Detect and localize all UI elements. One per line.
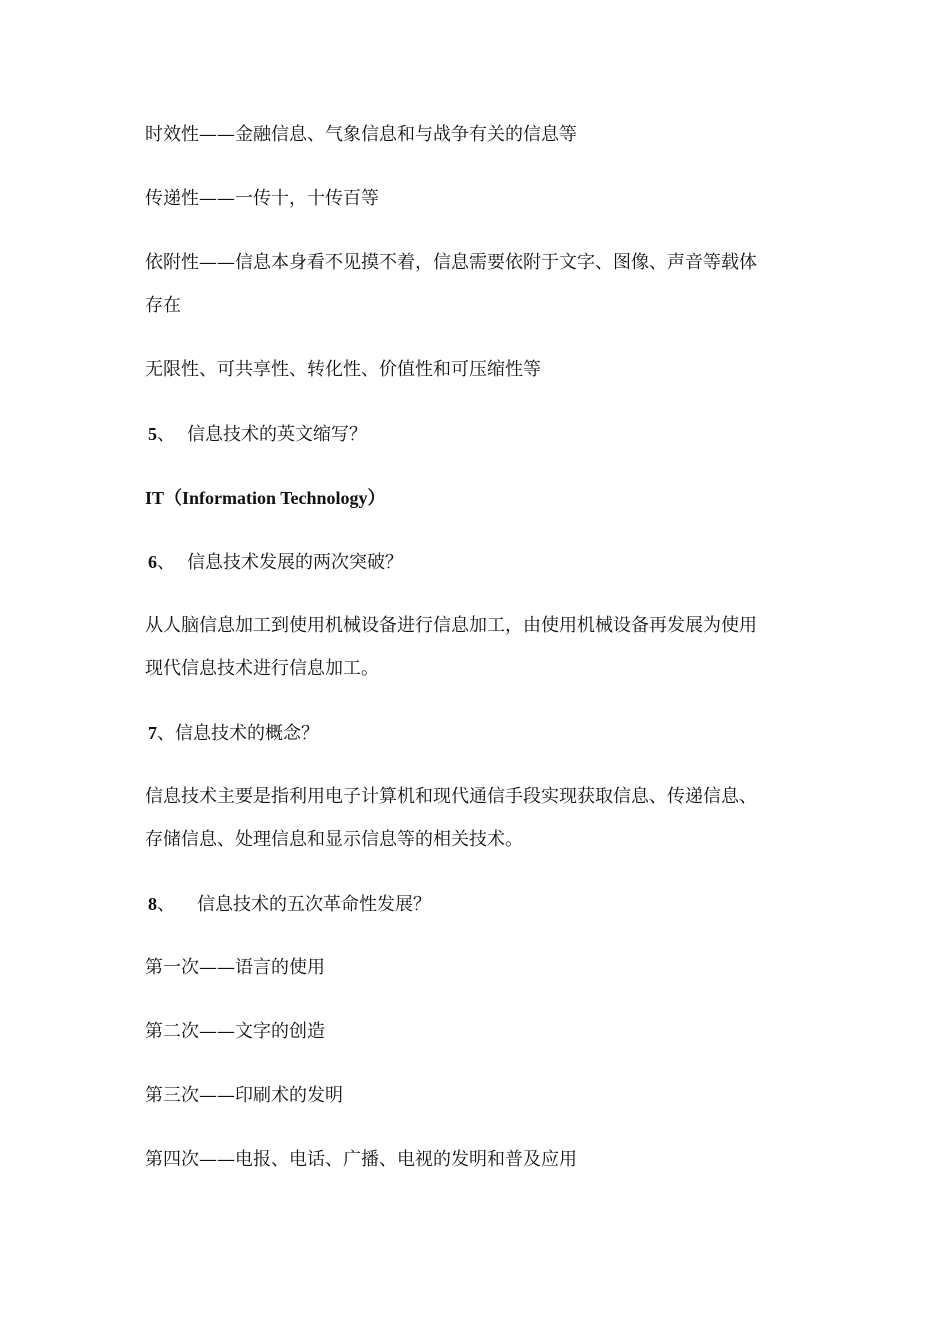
question-6: [148, 550, 403, 575]
question-6-separator: 、: [157, 552, 175, 573]
question-5: [148, 422, 367, 447]
question-8-text: 信息技术的五次革命性发展？: [197, 894, 431, 915]
dependency-line-2: 存在: [145, 295, 181, 316]
revolution-2: 第二次——文字的创造: [145, 1021, 325, 1042]
dependency-line-1: 依附性——信息本身看不见摸不着，信息需要依附于文字、图像、声音等载体: [145, 252, 757, 273]
answer-5-paren-close: ）: [367, 488, 386, 508]
answer-5-full: Information Technology: [182, 488, 368, 508]
transmissibility-line: 传递性——一传十，十传百等: [145, 188, 379, 209]
question-8-separator: 、: [157, 894, 175, 915]
timeliness-line: 时效性——金融信息、气象信息和与战争有关的信息等: [145, 124, 577, 145]
question-5-text: 信息技术的英文缩写？: [187, 424, 367, 445]
revolution-1: 第一次——语言的使用: [145, 957, 325, 978]
question-8: [148, 892, 431, 917]
answer-6-line-2: 现代信息技术进行信息加工。: [145, 658, 379, 679]
question-8-number: 8: [148, 894, 157, 914]
answer-6-line-1: 从人脑信息加工到使用机械设备进行信息加工，由使用机械设备再发展为使用: [145, 615, 757, 636]
answer-5-abbrev: IT: [145, 488, 165, 508]
question-6-text: 信息技术发展的两次突破？: [187, 552, 403, 573]
other-properties-line: 无限性、可共享性、转化性、价值性和可压缩性等: [145, 359, 541, 380]
question-7: [148, 721, 319, 746]
answer-7-line-1: 信息技术主要是指利用电子计算机和现代通信手段实现获取信息、传递信息、: [145, 786, 757, 807]
answer-5: [145, 486, 386, 510]
question-5-number: 5: [148, 424, 157, 444]
question-7-text: 、信息技术的概念？: [157, 723, 319, 744]
question-5-separator: 、: [157, 424, 175, 445]
question-7-number: 7: [148, 723, 157, 743]
revolution-4: 第四次——电报、电话、广播、电视的发明和普及应用: [145, 1149, 577, 1170]
answer-7-line-2: 存储信息、处理信息和显示信息等的相关技术。: [145, 829, 523, 850]
revolution-3: 第三次——印刷术的发明: [145, 1085, 343, 1106]
question-6-number: 6: [148, 552, 157, 572]
answer-5-paren-open: （: [164, 488, 183, 508]
